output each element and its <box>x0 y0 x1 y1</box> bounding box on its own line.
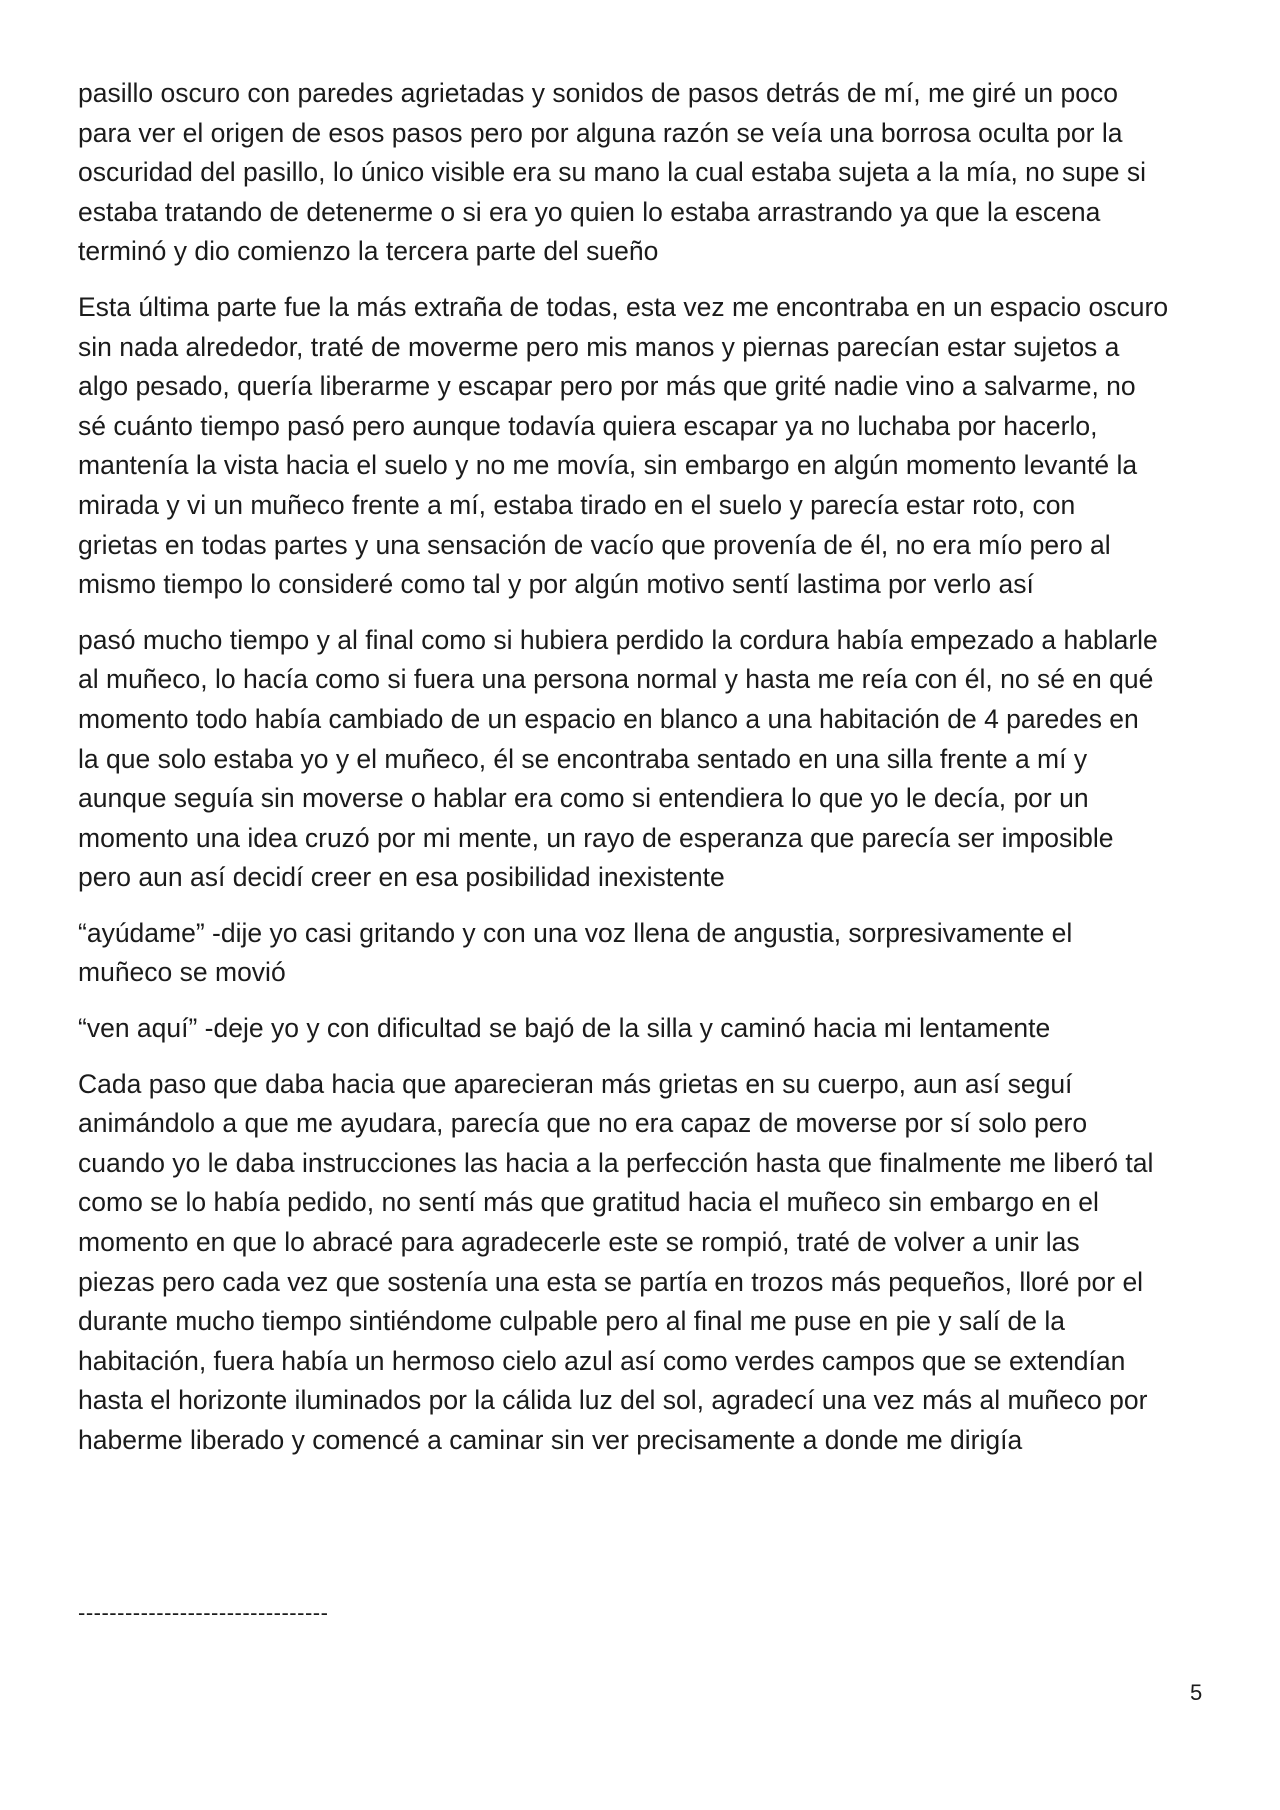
text-line: grietas en todas partes y una sensación de vacío que provenía de él, no era mío pero al <box>78 529 1111 560</box>
text-line: momento una idea cruzó por mi mente, un rayo de esperanza que parecía ser imposible <box>78 822 1114 853</box>
text-line: habitación, fuera había un hermoso cielo azul así como verdes campos que se extendían <box>78 1345 1126 1376</box>
paragraph-4 <box>78 914 1220 993</box>
footnote-separator: -------------------------------- <box>78 1600 329 1625</box>
text-line: estaba tratando de detenerme o si era yo quien lo estaba arrastrando ya que la escena <box>78 196 1101 227</box>
text-line: mismo tiempo lo consideré como tal y por algún motivo sentí lastima por verlo así <box>78 569 1034 600</box>
text-line: animándolo a que me ayudara, parecía que no era capaz de moverse por sí solo pero <box>78 1108 1088 1139</box>
body-text <box>78 74 1220 1477</box>
text-line: algo pesado, quería liberarme y escapar pero por más que grité nadie vino a salvarme, no <box>78 371 1136 402</box>
text-line: oscuridad del pasillo, lo único visible era su mano la cual estaba sujeta a la mía, no supe si <box>78 157 1146 188</box>
text-line: la que solo estaba yo y el muñeco, él se encontraba sentado en una silla frente a mí y <box>78 743 1088 774</box>
text-line: sé cuánto tiempo pasó pero aunque todavía quiera escapar ya no luchaba por hacerlo, <box>78 410 1098 441</box>
text-line: pasillo oscuro con paredes agrietadas y sonidos de pasos detrás de mí, me giré un poco <box>78 78 1118 108</box>
paragraph-5 <box>78 1009 1220 1049</box>
text-line: pasó mucho tiempo y al final como si hubiera perdido la cordura había empezado a hablarle <box>78 624 1158 655</box>
text-line: durante mucho tiempo sintiéndome culpable pero al final me puse en pie y salí de la <box>78 1306 1065 1337</box>
text-line: momento en que lo abracé para agradecerle este se rompió, traté de volver a unir las <box>78 1227 1080 1258</box>
page-number: 5 <box>1190 1680 1203 1705</box>
text-line: muñeco se movió <box>78 957 286 988</box>
text-line: al muñeco, lo hacía como si fuera una persona normal y hasta me reía con él, no sé en qué <box>78 664 1154 695</box>
paragraph-3 <box>78 621 1220 898</box>
text-line: terminó y dio comienzo la tercera parte del sueño <box>78 236 659 267</box>
text-line: cuando yo le daba instrucciones las hacia a la perfección hasta que finalmente me liberó tal <box>78 1147 1154 1178</box>
text-line: para ver el origen de esos pasos pero por alguna razón se veía una borrosa oculta por la <box>78 117 1123 148</box>
text-line: hasta el horizonte iluminados por la cálida luz del sol, agradecí una vez más al muñeco por <box>78 1385 1148 1416</box>
paragraph-1 <box>78 74 1220 272</box>
text-line: mantenía la vista hacia el suelo y no me movía, sin embargo en algún momento levanté la <box>78 450 1138 481</box>
text-line: sin nada alrededor, traté de moverme pero mis manos y piernas parecían estar sujetos a <box>78 331 1120 362</box>
text-line: Cada paso que daba hacia que aparecieran más grietas en su cuerpo, aun así seguí <box>78 1068 1073 1099</box>
text-line: como se lo había pedido, no sentí más que gratitud hacia el muñeco sin embargo en el <box>78 1187 1099 1218</box>
paragraph-6 <box>78 1065 1220 1461</box>
text-line: momento todo había cambiado de un espacio en blanco a una habitación de 4 paredes en <box>78 703 1139 734</box>
text-line: “ayúdame” -dije yo casi gritando y con una voz llena de angustia, sorpresivamente el <box>78 917 1073 948</box>
text-line: haberme liberado y comencé a caminar sin ver precisamente a donde me dirigía <box>78 1425 1023 1455</box>
paragraph-2 <box>78 288 1220 605</box>
text-line: aunque seguía sin moverse o hablar era como si entendiera lo que yo le decía, por un <box>78 783 1089 814</box>
text-line: Esta última parte fue la más extraña de todas, esta vez me encontraba en un espacio oscuro <box>78 291 1169 322</box>
text-line: piezas pero cada vez que sostenía una esta se partía en trozos más pequeños, lloré por el <box>78 1266 1144 1297</box>
text-line: “ven aquí” -deje yo y con dificultad se bajó de la silla y caminó hacia mi lentamente <box>78 1013 1051 1044</box>
text-line: mirada y vi un muñeco frente a mí, estaba tirado en el suelo y parecía estar roto, con <box>78 489 1076 520</box>
text-line: pero aun así decidí creer en esa posibilidad inexistente <box>78 862 725 893</box>
